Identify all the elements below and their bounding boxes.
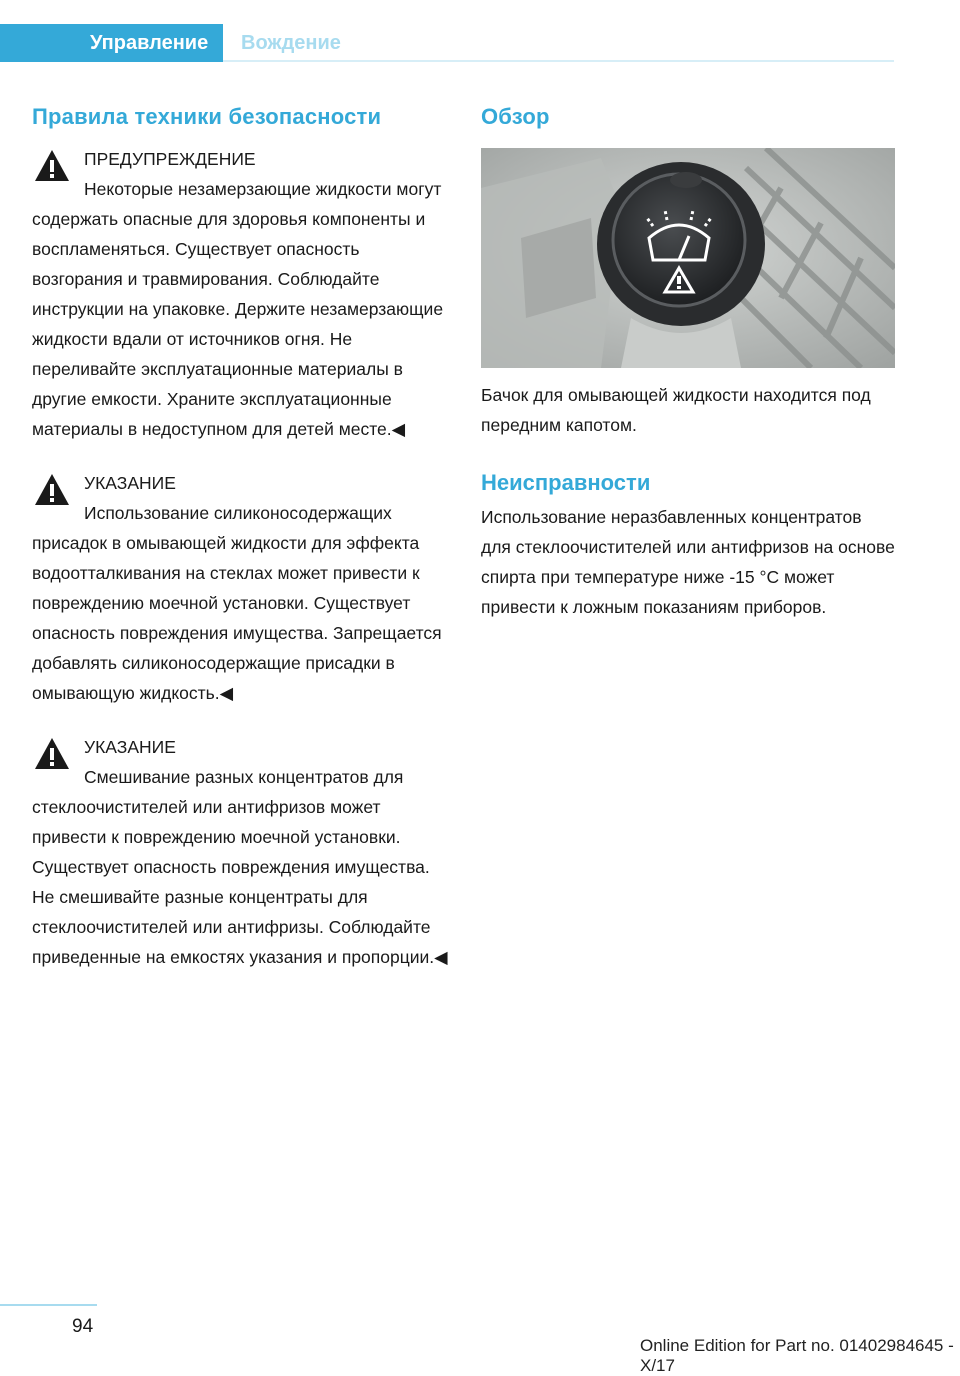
tab-vozhdenie[interactable]: Вождение (241, 32, 341, 54)
right-column (481, 100, 895, 622)
chapter-header (0, 24, 894, 62)
safety-title: Правила техники безопасности (32, 104, 382, 129)
malfunctions-title: Неисправности (481, 470, 651, 495)
warning-notice (32, 144, 450, 444)
footer-rule (0, 1304, 97, 1306)
warning-triangle-icon (32, 146, 72, 186)
notice-text: Некоторые незамерзающие жидкости могут содержать опасные для здоровья компоненты и воспламеняться. Существует опасность возгорания и травмирования. Соблюдайте инструкции на упаковке. Держите незамерзающие жидкости вдали от источников огня. Не переливайте эксплуатационные материалы в другие емкости. Храните эксплуатационные материалы в недоступном для детей месте.◀ (32, 179, 444, 439)
page-number: 94 (72, 1316, 94, 1337)
notice-label: УКАЗАНИЕ (84, 473, 176, 493)
washer-reservoir-photo (481, 148, 895, 368)
notice-text: Использование силиконосодержащих присадок в омывающей жидкости для эффекта водоотталкивания на стеклах может привести к повреждению моечной установки. Существует опасность повреждения имущества. Запрещается добавлять силиконосодержащие присадки в омывающую жидкость.◀ (32, 503, 442, 703)
caution-notice (32, 468, 450, 708)
washer-cap-illustration (481, 148, 895, 368)
photo-caption: Бачок для омывающей жидкости находится под передним капотом. (481, 385, 871, 435)
notice-label: ПРЕДУПРЕЖДЕНИЕ (84, 149, 256, 169)
warning-triangle-icon (32, 470, 72, 510)
notice-text: Смешивание разных концентратов для стеклоочистителей или антифризов может привести к повреждению моечной установки. Существует опасность повреждения имущества. Не смешивайте разные концентраты для стеклоочистителей или антифризы. Соблюдайте приведенные на емкостях указания и пропорции.◀ (32, 767, 448, 967)
malfunctions-text: Использование неразбавленных концентратов для стеклоочистителей или антифризов на основе спирта при температуре ниже -15 °C может привести к ложным показаниям приборов. (481, 507, 895, 617)
notice-label: УКАЗАНИЕ (84, 737, 176, 757)
warning-triangle-icon (32, 734, 72, 774)
caution-notice (32, 732, 450, 972)
tab-upravlenie[interactable]: Управление (0, 24, 223, 62)
edition-info: Online Edition for Part no. 01402984645 - X/17 (640, 1336, 954, 1375)
overview-title: Обзор (481, 104, 550, 129)
left-column (32, 100, 450, 972)
